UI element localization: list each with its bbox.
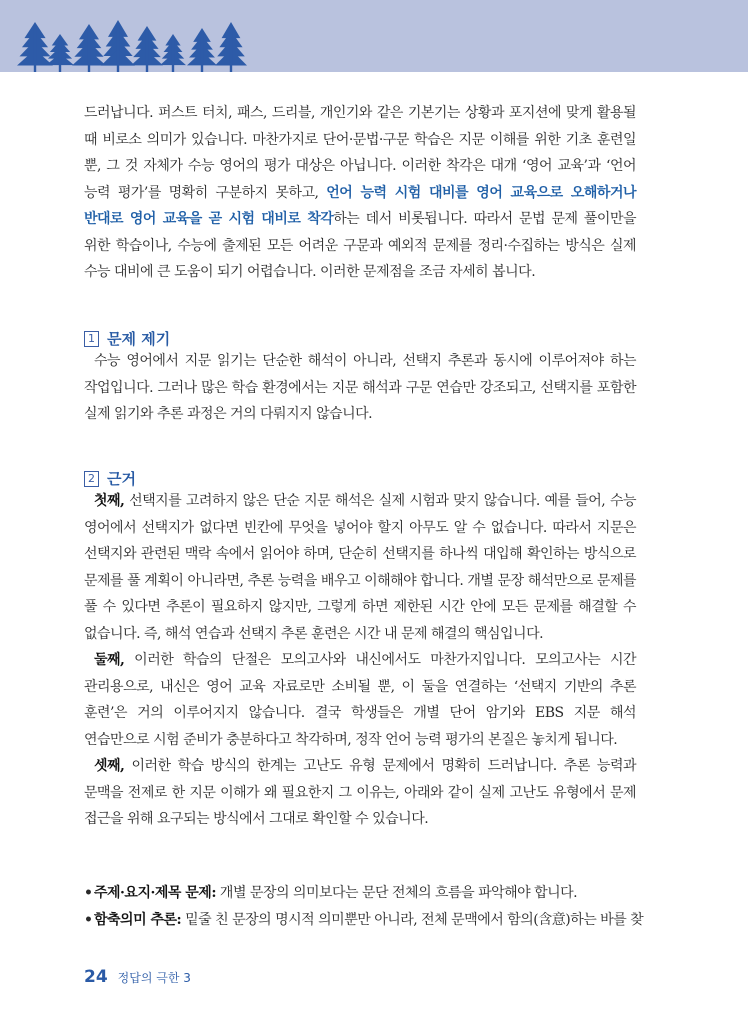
- section-1-body: 수능 영어에서 지문 읽기는 단순한 해석이 아니라, 선택지 추론과 동시에 이루어져야 하는 작업입니다. 그러나 많은 학습 환경에서는 지문 해석과 구문 연습만 강조되고, 선택지를 포함한 실제 읽기와 추론 과정은 거의 다뤄지지 않습니다.: [84, 353, 636, 422]
- pine-tree-icon: [46, 34, 74, 72]
- list-item-term: 함축의미 추론:: [94, 912, 182, 928]
- list-item: [84, 907, 644, 934]
- reason-2-text: 이러한 학습의 단절은 모의고사와 내신에서도 마찬가지입니다. 모의고사는 시간 관리용으로, 내신은 영어 교육 자료로만 소비될 뿐, 이 둘을 연결하는 ‘선택지 기반의 추론 훈련’은 거의 이루어지지 않습니다. 결국 학생들은 개별 단어 암기와 EBS 지문 해석 연습만으로 시험 준비가 충분하다고 착각하며, 정작 언어 능력 평가의 본질은 놓치게 됩니다.: [84, 652, 636, 748]
- page-number: 24: [84, 967, 108, 987]
- pine-tree-icon: [72, 24, 106, 72]
- section-2-number: 2: [84, 471, 99, 487]
- reason-3-text: 이러한 학습 방식의 한계는 고난도 유형 문제에서 명확히 드러납니다. 추론 능력과 문맥을 전제로 한 지문 이해가 왜 필요한지 그 이유는, 아래와 같이 실제 고난도 유형에서 문제 접근을 위해 요구되는 방식에서 그대로 확인할 수 있습니다.: [84, 758, 636, 827]
- pine-trees-illustration: [0, 0, 748, 72]
- list-item-text: 개별 문장의 의미보다는 문단 전체의 흐름을 파악해야 합니다.: [215, 885, 578, 901]
- pine-tree-icon: [160, 34, 186, 72]
- page-footer: [84, 967, 191, 987]
- list-item-text: 밑줄 친 문장의 명시적 의미뿐만 아니라, 전체 문맥에서 함의(含意)하는 바를 찾: [181, 912, 644, 928]
- bullet-dot-icon: •: [84, 885, 93, 901]
- section-2-body: [84, 488, 636, 833]
- pine-tree-icon: [131, 26, 163, 72]
- section-1-heading: [84, 328, 170, 349]
- question-type-list: [84, 880, 644, 934]
- list-item-term: 주제·요지·제목 문제:: [94, 885, 216, 901]
- pine-tree-icon: [215, 22, 247, 72]
- intro-paragraph: [84, 100, 636, 286]
- reason-1-text: 선택지를 고려하지 않은 단순 지문 해석은 실제 시험과 맞지 않습니다. 예를 들어, 수능 영어에서 선택지가 없다면 빈칸에 무엇을 넣어야 할지 아무도 알 수 없습니다. 따라서 지문은 선택지와 관련된 맥락 속에서 읽어야 하며, 단순히 선택지를 하나씩 대입해 확인하는 방식으로 문제를 풀 계획이 아니라면, 추론 능력을 배우고 이해해야 합니다. 개별 문장 해석만으로 문제를 풀 수 있다면 추론이 필요하지 않지만, 그렇게 하면 제한된 시간 안에 모든 문제를 해결할 수 없습니다. 즉, 해석 연습과 선택지 추론 훈련은 시간 내 문제 해결의 핵심입니다.: [84, 493, 636, 642]
- pine-tree-icon: [101, 20, 135, 72]
- reason-3-paragraph: [84, 753, 636, 833]
- pine-tree-icon: [187, 28, 217, 72]
- reason-3-lead: 셋째,: [94, 758, 125, 774]
- intro-text-2: 하는 데서 비롯됩니다. 따라서 문법 문제 풀이만을 위한 학습이나, 수능에 출제된 모든 어려운 구문과 예외적 문제를 정리·수집하는 방식은 실제 수능 대비에 큰 도움이 되기 어렵습니다. 이러한 문제점을 조금 자세히 봅니다.: [84, 211, 636, 280]
- intro-text-1: 드러납니다. 퍼스트 터치, 패스, 드리블, 개인기와 같은 기본기는 상황과 포지션에 맞게 활용될 때 비로소 의미가 있습니다. 마찬가지로 단어·문법·구문 학습은 지문 이해를 위한 기초 훈련일 뿐, 그 것 자체가 수능 영어의 평가 대상은 아닙니다. 이러한 착각은 대개 ‘영어 교육’과 ‘언어 능력 평가’를 명확히 구분하지 못하고,: [84, 105, 636, 201]
- book-title: 정답의 극한 3: [117, 971, 191, 985]
- section-1-title: 문제 제기: [107, 330, 171, 348]
- reason-2-lead: 둘째,: [94, 652, 125, 668]
- reason-2-paragraph: [84, 647, 636, 753]
- reason-1-paragraph: [84, 488, 636, 647]
- intro-highlight: 언어 능력 시험 대비를 영어 교육으로 오해하거나 반대로 영어 교육을 곧 시험 대비로 착각: [84, 184, 636, 227]
- bullet-dot-icon: •: [84, 912, 93, 928]
- list-item: [84, 880, 636, 907]
- section-1-number: 1: [84, 331, 99, 347]
- section-2-heading: [84, 468, 136, 489]
- reason-1-lead: 첫째,: [94, 493, 125, 509]
- section-2-title: 근거: [107, 470, 136, 488]
